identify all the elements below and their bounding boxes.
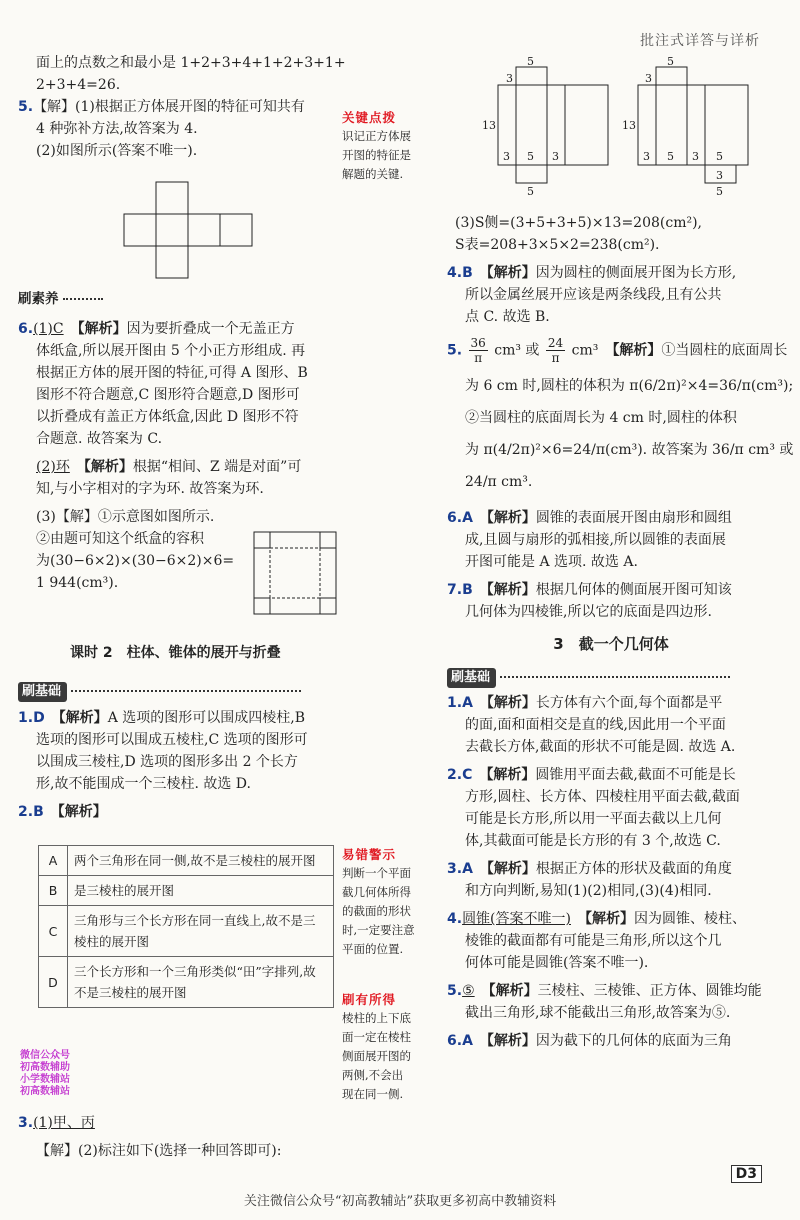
q2-analysis-table: [38, 845, 334, 1008]
fig-label: 3: [645, 72, 652, 85]
table-row: D 三个长方形和一个三角形类似“田”字排列,故不是三棱柱的展开图: [39, 957, 334, 1008]
fig-label: 3: [716, 169, 723, 182]
jichu-heading-right: 刷基础: [447, 668, 496, 688]
fig-label: 5: [527, 150, 534, 163]
right-column: (3)S侧=(3+5+3+5)×13=208(cm²), S表=208+3×5×2=238(cm²). 4.B 【解析】因为圆柱的侧面展开图为长方形, 所以金属丝展开应该是两条线段,且有公共 点 C. 故选 B. 5. $\frac{36}{\pi}$ cm³ 或 $\frac{24}{\pi}$ cm³ 【解析】①当圆柱的底面周长 为 6 cm 时,圆柱的体积为 π(6/2π)²×4=36/π(cm³); ②当圆柱的底面周长为 4 cm 时,圆柱的体积 为 π(4/2π)²×6=24/π(cm³). 故答案为 36/π cm³ 或 24/π cm³. 6.A 【解析】圆锥的表面展开图由扇形和圆组 成,且圆与扇形的弧相接,所以圆锥的表面展 开图可能是 A 选项. 故选 A. 7.B 【解析】根据几何体的侧面展开图可知该 几何体为四棱锥,所以它的底面是四边形. 3 截一个几何体 刷基础 1.A 【解析】长方体有六个面,每个面都是平 的面,面和面相交是直的线,因此用一个平面 去截长方体,截面的形状不可能是圆. 故选 A. 2.C 【解析】圆锥用平面去截,截面不可能是长 方形,圆柱、长方体、四棱柱用平面去截,截面 可能是长方形,所以用一平面去截以上几何 体,其截面可能是长方形的有 3 个,故选 C. 3.A 【解析】根据正方体的形状及截面的角度 和方向判断,易知(1)(2)相同,(3)(4)相同. 4.圆锥(答案不唯一) 【解析】因为圆锥、棱柱、 棱锥的截面都有可能是三角形,所以这个几 何体可能是圆锥(答案不唯一). 5.⑤ 【解析】三棱柱、三棱锥、正方体、圆锥均能 截出三角形,球不能截出三角形,故答案为⑤. 6.A 【解析】因为截下的几何体的底面为三角: [447, 215, 794, 1049]
page-number: D3: [731, 1165, 762, 1183]
box-figure: [252, 530, 338, 616]
fig-label: 3: [506, 72, 513, 85]
left-q6: 6.(1)C 【解析】因为要折叠成一个无盖正方 体纸盒,所以展开图由 5 个小正方形组成. 再 根据正方体的展开图的特征,可得 A 图形、B 图形不符合题意,C 图形符合题意,D 图形可 以折叠成有盖正方体纸盒,因此 D 图形不符 合题意. 故答案为 C. (2)环 【解析】根据“相间、Z 端是对面”可 知,与小字相对的字为环. 故答案为环. (3)【解】①示意图如图所示. ②由题可知这个纸盒的容积 为(30−6×2)×(30−6×2)×6= 1 944(cm³).: [18, 321, 308, 591]
fig-label: 3: [503, 150, 510, 163]
suyang-heading: 刷素养: [18, 288, 338, 310]
fig-label: 5: [667, 150, 674, 163]
left-lesson2-answers: 1.D 【解析】A 选项的图形可以围成四棱柱,B 选项的图形可以围成五棱柱,C 选项的图形可 以围成三棱柱,D 选项的图形多出 2 个长方 形,故不能围成一个三棱柱. 故选 D. 2.B 【解析】: [18, 710, 308, 820]
left-q3: 3.(1)甲、丙 【解】(2)标注如下(选择一种回答即可):: [18, 1115, 282, 1159]
text-line: 面上的点数之和最小是 1+2+3+4+1+2+3+1+: [36, 55, 346, 71]
table-row: A 两个三角形在同一侧,故不是三棱柱的展开图: [39, 846, 334, 876]
fig-label: 13: [622, 119, 636, 132]
fig-label: 5: [527, 55, 534, 68]
table-row: C 三角形与三个长方形在同一直线上,故不是三棱柱的展开图: [39, 906, 334, 957]
prism-net-figures: [470, 55, 770, 195]
cube-net-figure: [122, 180, 262, 282]
table-row: B 是三棱柱的展开图: [39, 876, 334, 906]
fig-label: 13: [482, 119, 496, 132]
fig-label: 5: [716, 150, 723, 163]
fig-label: 5: [716, 185, 723, 195]
sidenote-error-warning: 易错警示 判断一个平面 截几何体所得 的截面的形状 时,一定要注意 平面的位置.: [342, 847, 415, 956]
lesson-title: 课时 2 柱体、锥体的展开与折叠: [70, 645, 281, 661]
running-header: 批注式详答与详析: [640, 33, 760, 49]
fig-label: 3: [692, 150, 699, 163]
section-title: 3 截一个几何体: [553, 635, 669, 653]
text: 【解】(1)根据正方体展开图的特征可知共有: [33, 99, 305, 115]
fig-label: 5: [527, 185, 534, 195]
footer-note: 关注微信公众号“初高教辅站”获取更多初高中教辅资料: [243, 1194, 557, 1209]
text-line: 4 种弥补方法,故答案为 4.: [36, 121, 198, 137]
fig-label: 3: [552, 150, 559, 163]
fig-label: 5: [667, 55, 674, 68]
fig-label: 3: [643, 150, 650, 163]
left-column: [18, 52, 346, 162]
jichu-heading-left: 刷基础: [18, 680, 338, 702]
watermark: 微信公众号 初高数辅助 小学数辅站 初高数辅站: [20, 1050, 70, 1097]
text-line: 2+3+4=26.: [36, 77, 121, 93]
q-number: 5.: [18, 99, 34, 115]
text-line: (2)如图所示(答案不唯一).: [36, 143, 198, 159]
sidenote-key-point: 关键点拨 识记正方体展 开图的特征是 解题的关键.: [342, 110, 411, 181]
sidenote-takeaway: 刷有所得 棱柱的上下底 面一定在棱柱 侧面展开图的 两侧,不会出 现在同一侧.: [342, 992, 411, 1101]
